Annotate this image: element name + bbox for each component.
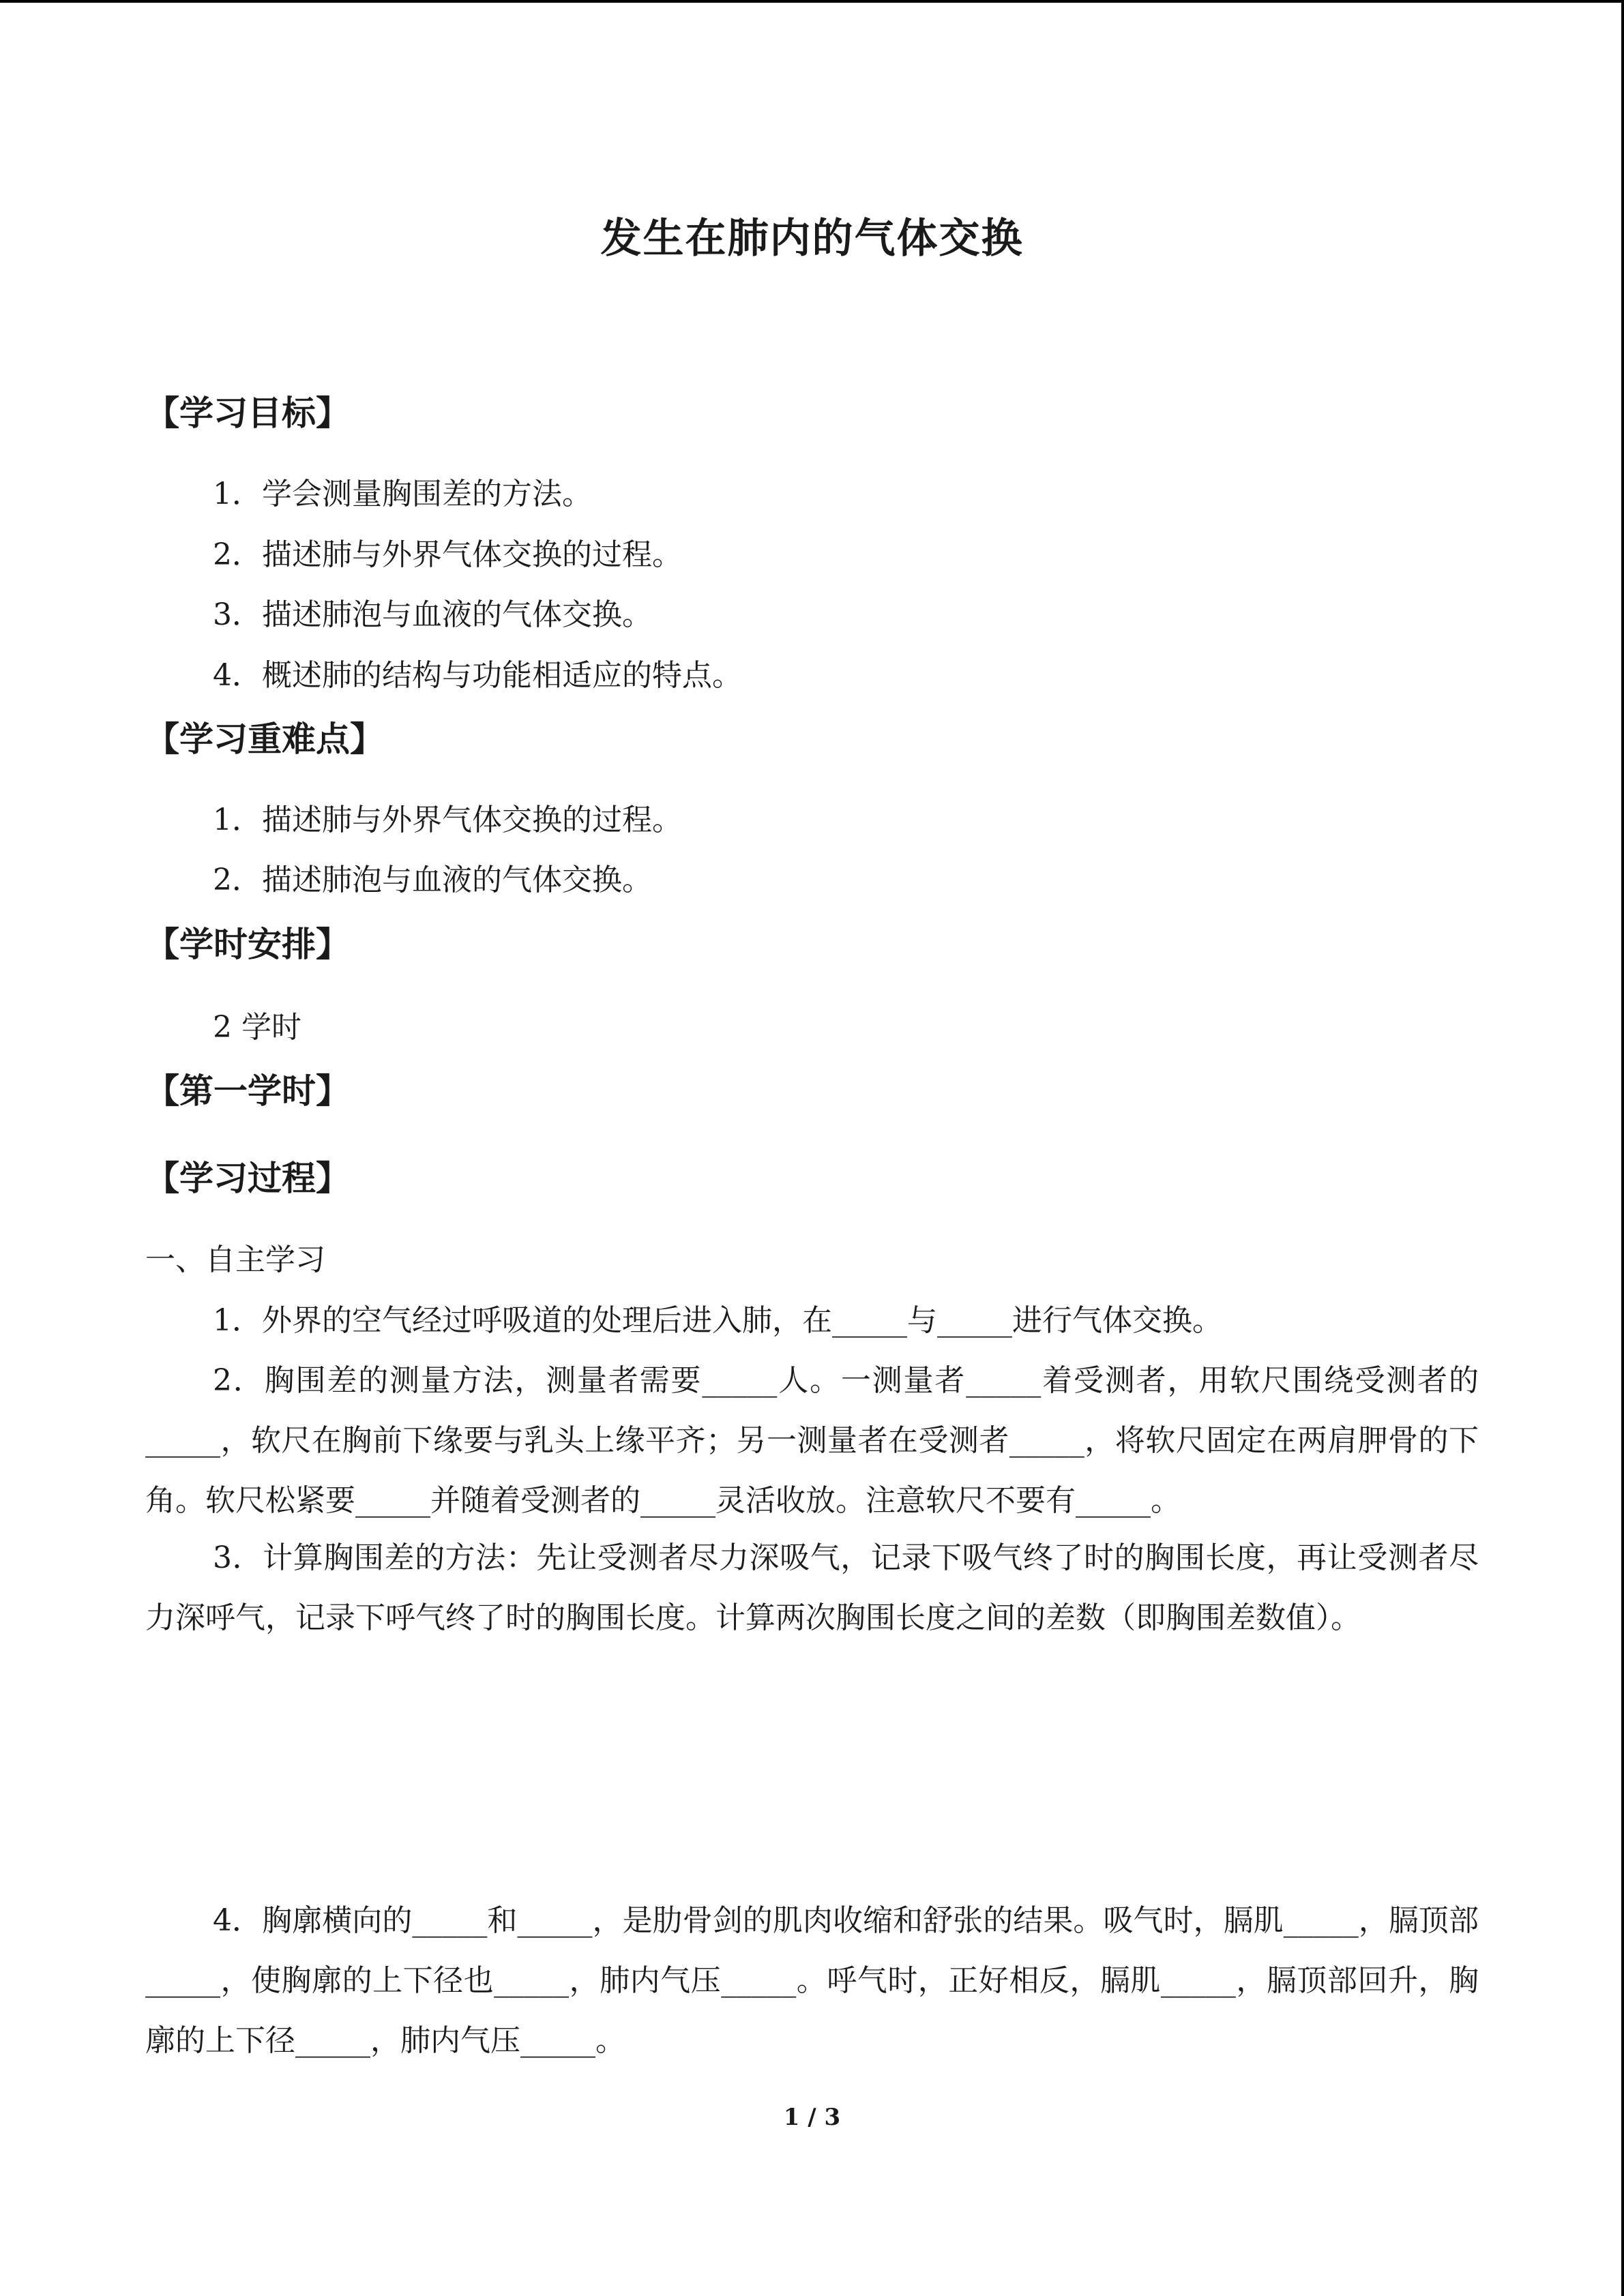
schedule-text: 2 学时 <box>213 1010 301 1045</box>
heading-first-period: 【第一学时】 <box>145 1071 350 1111</box>
key-point-item-1: 1．描述肺与外界气体交换的过程。 <box>213 803 682 837</box>
paragraph-3: 3．计算胸围差的方法：先让受测者尽力深吸气，记录下吸气终了时的胸围长度，再让受测者尽力深呼气，记录下呼气终了时的胸围长度。计算两次胸围长度之间的差数（即胸围差数值）。 <box>145 1540 1479 1635</box>
heading-learning-goals: 【学习目标】 <box>145 393 350 433</box>
key-point-item-2: 2．描述肺泡与血液的气体交换。 <box>213 863 652 897</box>
paragraph-1: 1．外界的空气经过呼吸道的处理后进入肺，在_____与_____进行气体交换。 <box>213 1303 1222 1338</box>
paragraph-4: 4．胸廓横向的_____和_____，是肋骨剑的肌肉收缩和舒张的结果。吸气时，膈肌_____，膈顶部_____，使胸廓的上下径也_____，肺内气压_____。呼气时，正好相反，膈肌_____，膈顶部回升，胸廓的上下径_____，肺内气压_____。 <box>145 1903 1479 2058</box>
goal-item-4: 4．概述肺的结构与功能相适应的特点。 <box>213 658 742 693</box>
heading-key-points: 【学习重难点】 <box>145 719 384 759</box>
goal-item-1: 1．学会测量胸围差的方法。 <box>213 477 592 511</box>
page-border-right <box>1621 0 1624 2296</box>
self-study-label: 一、自主学习 <box>145 1242 325 1277</box>
paragraph-2: 2．胸围差的测量方法，测量者需要_____人。一测量者_____着受测者，用软尺围绕受测者的_____，软尺在胸前下缘要与乳头上缘平齐；另一测量者在受测者_____，将软尺固定在两肩胛骨的下角。软尺松紧要_____并随着受测者的_____灵活收放。注意软尺不要有_____。 <box>145 1363 1479 1518</box>
page-border-top <box>0 0 1624 3</box>
page-number: 1 / 3 <box>783 2104 841 2131</box>
goal-item-3: 3．描述肺泡与血液的气体交换。 <box>213 597 652 632</box>
heading-schedule: 【学时安排】 <box>145 925 350 964</box>
heading-learning-process: 【学习过程】 <box>145 1159 350 1198</box>
goal-item-2: 2．描述肺与外界气体交换的过程。 <box>213 537 682 572</box>
document-title: 发生在肺内的气体交换 <box>600 215 1024 263</box>
